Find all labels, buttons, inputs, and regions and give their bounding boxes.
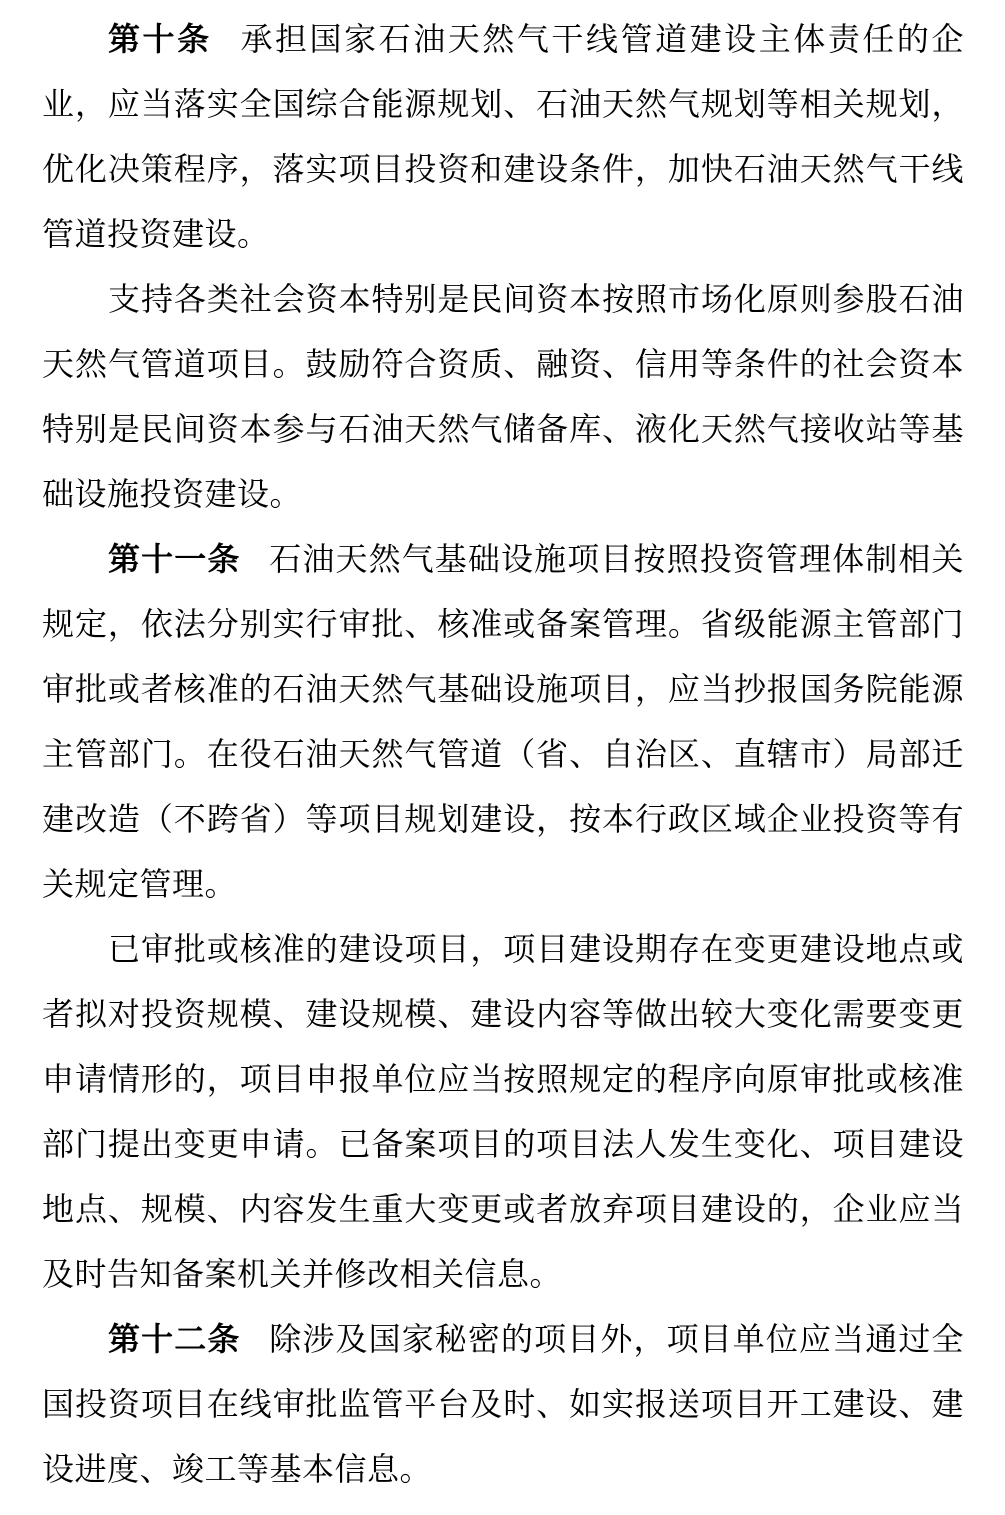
paragraph-article-12 xyxy=(42,1307,964,1502)
article-12-text: 除涉及国家秘密的项目外，项目单位应当通过全国投资项目在线审批监管平台及时、如实报送项目开工建设、建设进度、竣工等基本信息。 xyxy=(42,1321,964,1487)
article-11-number: 第十一条 xyxy=(108,541,241,577)
article-11-text: 石油天然气基础设施项目按照投资管理体制相关规定，依法分别实行审批、核准或备案管理。省级能源主管部门审批或者核准的石油天然气基础设施项目，应当抄报国务院能源主管部门。在役石油天然气管道（省、自治区、直辖市）局部迁建改造（不跨省）等项目规划建设，按本行政区域企业投资等有关规定管理。 xyxy=(42,541,964,902)
paragraph-article-11-clause-2 xyxy=(42,917,964,1307)
article-10-clause-2-text: 支持各类社会资本特别是民间资本按照市场化原则参股石油天然气管道项目。鼓励符合资质、融资、信用等条件的社会资本特别是民间资本参与石油天然气储备库、液化天然气接收站等基础设施投资建设。 xyxy=(42,281,964,512)
paragraph-article-11 xyxy=(42,527,964,917)
article-12-number: 第十二条 xyxy=(108,1321,241,1357)
article-10-number: 第十条 xyxy=(108,21,212,57)
paragraph-article-10 xyxy=(42,7,964,267)
article-11-clause-2-text: 已审批或核准的建设项目，项目建设期存在变更建设地点或者拟对投资规模、建设规模、建设内容等做出较大变化需要变更申请情形的，项目申报单位应当按照规定的程序向原审批或核准部门提出变更申请。已备案项目的项目法人发生变化、项目建设地点、规模、内容发生重大变更或者放弃项目建设的，企业应当及时告知备案机关并修改相关信息。 xyxy=(42,931,964,1292)
paragraph-article-10-clause-2 xyxy=(42,267,964,527)
article-10-text: 承担国家石油天然气干线管道建设主体责任的企业，应当落实全国综合能源规划、石油天然气规划等相关规划，优化决策程序，落实项目投资和建设条件，加快石油天然气干线管道投资建设。 xyxy=(42,21,964,252)
